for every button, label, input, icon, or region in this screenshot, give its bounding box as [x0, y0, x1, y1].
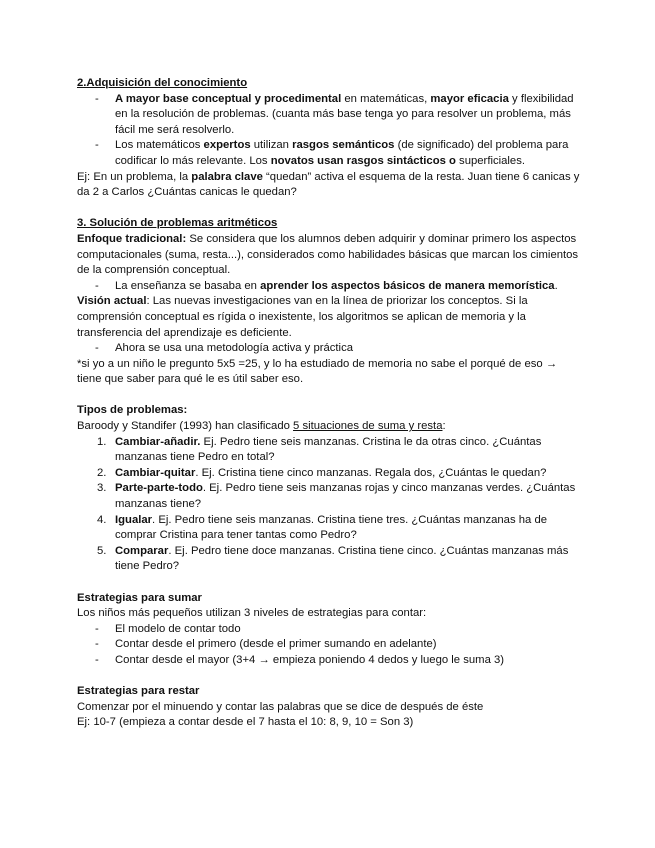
- number-marker: 2.: [97, 466, 107, 479]
- text: “quedan” activa el esquema de la resta. Juan tiene 6 canicas y da 2 a Carlos ¿Cuántas canicas le quedan?: [77, 170, 580, 199]
- tipos-list: [77, 435, 582, 575]
- text: utilizan: [250, 139, 293, 152]
- section-title-sumar: Estrategias para sumar: [77, 591, 202, 604]
- sumar-list: [77, 622, 582, 669]
- text: .: [554, 279, 558, 292]
- list-item: [77, 466, 582, 482]
- text: Contar desde el mayor (3+4 → empieza poniendo 4 dedos y luego le suma 3): [115, 653, 505, 666]
- document-page: [77, 76, 582, 731]
- section-title-tipos: Tipos de problemas:: [77, 404, 188, 417]
- restar-line-2: Ej: 10-7 (empieza a contar desde el 7 hasta el 10: 8, 9, 10 = Son 3): [77, 716, 414, 729]
- bold-text: Parte-parte-todo: [115, 482, 203, 495]
- text: La enseñanza se basaba en: [115, 279, 261, 292]
- number-marker: 4.: [97, 513, 107, 526]
- text: Contar desde el primero (desde el primer sumando en adelante): [115, 638, 437, 651]
- list-item: [77, 92, 582, 139]
- list-item: [77, 341, 582, 357]
- spacer: [77, 575, 582, 591]
- note-paragraph: *si yo a un niño le pregunto 5x5 =25, y lo ha estudiado de memoria no sabe el porqué de eso → tiene que saber para qué le es útil saber eso.: [77, 357, 558, 386]
- traditional-paragraph: [77, 232, 582, 279]
- dash-marker: -: [95, 279, 99, 292]
- text: Se considera que los alumnos deben adquirir y dominar primero los aspectos computacionales (suma, resta...), considerados como habilidades básicas que marcan los cimientos de la comprensión conceptual.: [77, 232, 579, 277]
- number-marker: 5.: [97, 544, 107, 557]
- text: . Ej. Pedro tiene seis manzanas. Cristina tiene tres. ¿Cuántas manzanas ha de comprar Cristina para tener tantas como Pedro?: [115, 513, 548, 542]
- bold-text: Visión actual: [77, 295, 147, 308]
- text: : Las nuevas investigaciones van en la línea de priorizar los conceptos. Si la comprensión conceptual es rígida o inexistente, los algoritmos se aplican de memoria y la transferencia del aprendizaje es deficiente.: [77, 295, 528, 339]
- current-vision-list: [77, 341, 582, 357]
- tipos-intro: [77, 419, 582, 435]
- list-item: [77, 637, 582, 653]
- text: Baroody y Standifer (1993) han clasificado: [77, 420, 294, 433]
- text: Los matemáticos: [115, 139, 204, 152]
- example-paragraph: [77, 170, 582, 201]
- dash-marker: -: [95, 92, 99, 105]
- dash-marker: -: [95, 622, 99, 635]
- sumar-intro: Los niños más pequeños utilizan 3 niveles de estrategias para contar:: [77, 607, 427, 620]
- spacer: [77, 388, 582, 404]
- restar-line-1: Comenzar por el minuendo y contar las palabras que se dice de después de éste: [77, 700, 484, 713]
- dash-marker: -: [95, 638, 99, 651]
- list-item: [77, 513, 582, 544]
- list-item: [77, 653, 582, 669]
- bold-text: A mayor base conceptual y procedimental: [115, 92, 342, 105]
- spacer: [77, 669, 582, 685]
- bold-text: mayor eficacia: [430, 92, 509, 105]
- current-vision-paragraph: [77, 294, 582, 341]
- list-item: [77, 622, 582, 638]
- section-title-restar: Estrategias para restar: [77, 685, 200, 698]
- text: El modelo de contar todo: [115, 622, 241, 635]
- list-item: [77, 138, 582, 169]
- number-marker: 1.: [97, 435, 107, 448]
- text: . Ej. Pedro tiene doce manzanas. Cristina tiene cinco. ¿Cuántas manzanas más tiene Pedro?: [115, 544, 569, 573]
- text: en matemáticas,: [341, 92, 431, 105]
- spacer: [77, 201, 582, 217]
- bold-text: Comparar: [115, 544, 169, 557]
- text: y flexibilidad en la resolución de problemas. (cuanta más base tenga yo para resolver un problema, más fácil me será resolverlo.: [115, 92, 574, 136]
- text: (de significado) del problema para codificar lo más relevante. Los: [115, 139, 569, 167]
- dash-marker: -: [95, 139, 99, 152]
- text: Ahora se usa una metodología activa y práctica: [115, 342, 354, 355]
- text: superficiales.: [455, 154, 525, 167]
- bold-text: novatos usan rasgos sintácticos o: [270, 154, 456, 167]
- dash-marker: -: [95, 653, 99, 666]
- bold-text: rasgos semánticos: [292, 139, 395, 152]
- bold-text: Cambiar-añadir.: [115, 435, 201, 448]
- list-item: [77, 544, 582, 575]
- list-item: [77, 435, 582, 466]
- traditional-list: [77, 279, 582, 295]
- bold-text: aprender los aspectos básicos de manera memorística: [260, 279, 555, 292]
- underlined-text: 5 situaciones de suma y resta: [293, 420, 443, 433]
- text: Ej: En un problema, la: [77, 170, 192, 183]
- dash-marker: -: [95, 342, 99, 355]
- text: . Ej. Cristina tiene cinco manzanas. Regala dos, ¿Cuántas le quedan?: [195, 466, 547, 479]
- number-marker: 3.: [97, 482, 107, 495]
- list-item: [77, 481, 582, 512]
- bold-text: Cambiar-quitar: [115, 466, 196, 479]
- list-item: [77, 279, 582, 295]
- text: :: [442, 420, 446, 433]
- text: . Ej. Pedro tiene seis manzanas rojas y cinco manzanas verdes. ¿Cuántas manzanas tiene?: [115, 482, 576, 511]
- adquisicion-list: [77, 92, 582, 170]
- bold-text: Enfoque tradicional:: [77, 232, 187, 245]
- section-title-solucion: 3. Solución de problemas aritméticos: [77, 217, 278, 230]
- bold-text: palabra clave: [191, 170, 263, 183]
- bold-text: expertos: [203, 139, 251, 152]
- section-title-adquisicion: 2.Adquisición del conocimiento: [77, 77, 248, 89]
- text: Ej. Pedro tiene seis manzanas. Cristina le da otras cinco. ¿Cuántas manzanas tiene Pedro en total?: [115, 435, 542, 464]
- bold-text: Igualar: [115, 513, 153, 526]
